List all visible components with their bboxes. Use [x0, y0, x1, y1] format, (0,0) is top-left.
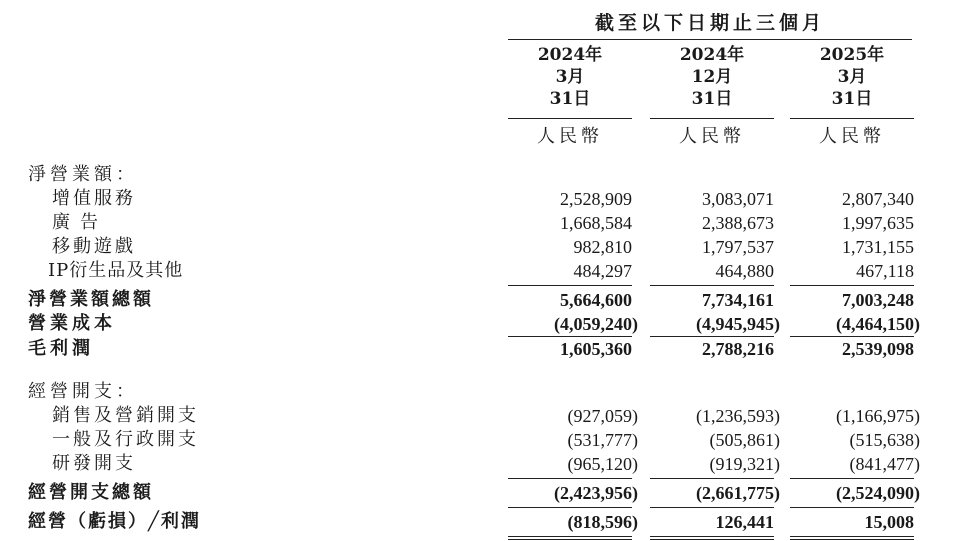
cell-value: (965,120): [567, 454, 638, 474]
row-label: IP衍生品及其他: [48, 260, 184, 281]
subtotal-rule: [650, 478, 774, 479]
subtotal-rule: [650, 507, 774, 508]
subtotal-rule: [508, 507, 632, 508]
cell-value: 484,297: [573, 261, 632, 281]
row-label: 研發開支: [52, 453, 136, 474]
cell-value: (927,059): [567, 406, 638, 426]
subtotal-rule: [508, 478, 632, 479]
double-rule: [508, 539, 632, 540]
row-label: 一般及行政開支: [52, 429, 199, 450]
column-rule: [650, 118, 774, 119]
cell-value: 2,788,216: [702, 339, 774, 359]
cell-value: (841,477): [849, 454, 920, 474]
subtotal-rule: [508, 285, 632, 286]
cell-value: (2,423,956): [554, 483, 638, 503]
total-row: [0, 481, 960, 505]
col-month: 3月: [837, 67, 867, 87]
period-heading: 截至以下日期止三個月: [594, 12, 825, 34]
column-header-q4-2024: [650, 44, 774, 110]
column-rule: [508, 118, 632, 119]
row-label: 淨營業額：: [28, 164, 138, 185]
double-rule: [650, 539, 774, 540]
cell-value: (505,861): [709, 430, 780, 450]
row-label: 增值服務: [52, 188, 136, 209]
total-row: [0, 510, 960, 534]
col-month: 3月: [555, 67, 585, 87]
subtotal-rule: [650, 285, 774, 286]
section-heading: [0, 380, 960, 404]
table-row: [0, 187, 960, 211]
cell-value: (2,524,090): [836, 483, 920, 503]
row-label: 淨營業額總額: [28, 289, 154, 310]
cell-value: 2,388,673: [702, 213, 774, 233]
table-row: [0, 428, 960, 452]
table-row: [0, 452, 960, 476]
row-label: 銷售及營銷開支: [52, 405, 199, 426]
subtotal-rule: [790, 285, 914, 286]
section-heading: [0, 163, 960, 187]
cell-value: (1,236,593): [696, 406, 780, 426]
row-label: 營業成本: [28, 313, 116, 334]
cell-value: 464,880: [715, 261, 774, 281]
currency-label: 人民幣: [679, 126, 745, 147]
cell-value: 2,539,098: [842, 339, 914, 359]
currency-label: 人民幣: [819, 126, 885, 147]
row-label: 移動遊戲: [52, 236, 136, 257]
col-year: 2025年: [819, 45, 885, 65]
double-rule: [508, 536, 632, 537]
col-day: 31日: [831, 89, 873, 109]
cell-value: (4,945,945): [696, 314, 780, 334]
cell-value: 7,734,161: [702, 290, 774, 310]
double-rule: [790, 539, 914, 540]
table-row: [0, 404, 960, 428]
cell-value: (4,464,150): [836, 314, 920, 334]
total-row: [0, 288, 960, 312]
double-rule: [790, 536, 914, 537]
column-rule: [790, 118, 914, 119]
cell-value: 2,528,909: [560, 189, 632, 209]
total-row: [0, 337, 960, 361]
cell-value: 1,731,155: [842, 237, 914, 257]
cell-value: 5,664,600: [560, 290, 632, 310]
column-header-q1-2025: [790, 44, 914, 110]
col-year: 2024年: [679, 45, 745, 65]
row-label: 毛利潤: [28, 338, 94, 359]
cell-value: 1,997,635: [842, 213, 914, 233]
subtotal-rule: [790, 478, 914, 479]
cell-value: 982,810: [573, 237, 632, 257]
subtotal-rule: [790, 507, 914, 508]
cell-value: 1,668,584: [560, 213, 632, 233]
table-row: [0, 312, 960, 336]
col-day: 31日: [549, 89, 591, 109]
table-row: [0, 235, 960, 259]
cell-value: (515,638): [849, 430, 920, 450]
row-label: 廣告: [52, 212, 108, 233]
cell-value: (531,777): [567, 430, 638, 450]
cell-value: 7,003,248: [842, 290, 914, 310]
row-label: 經營（虧損）╱利潤: [28, 511, 201, 532]
table-row: [0, 211, 960, 235]
col-month: 12月: [691, 67, 733, 87]
cell-value: 1,797,537: [702, 237, 774, 257]
cell-value: 467,118: [856, 261, 914, 281]
row-label: 經營開支：: [28, 381, 138, 402]
column-header-q1-2024: [508, 44, 632, 110]
cell-value: 2,807,340: [842, 189, 914, 209]
cell-value: (2,661,775): [696, 483, 780, 503]
cell-value: (919,321): [709, 454, 780, 474]
cell-value: 126,441: [715, 512, 774, 532]
cell-value: 3,083,071: [702, 189, 774, 209]
col-day: 31日: [691, 89, 733, 109]
currency-label: 人民幣: [537, 126, 603, 147]
row-label: 經營開支總額: [28, 482, 154, 503]
cell-value: (818,596): [567, 512, 638, 532]
double-rule: [650, 536, 774, 537]
cell-value: (4,059,240): [554, 314, 638, 334]
cell-value: 1,605,360: [560, 339, 632, 359]
header-rule: [508, 39, 912, 40]
col-year: 2024年: [537, 45, 603, 65]
table-row: [0, 259, 960, 283]
cell-value: 15,008: [864, 512, 914, 532]
cell-value: (1,166,975): [836, 406, 920, 426]
